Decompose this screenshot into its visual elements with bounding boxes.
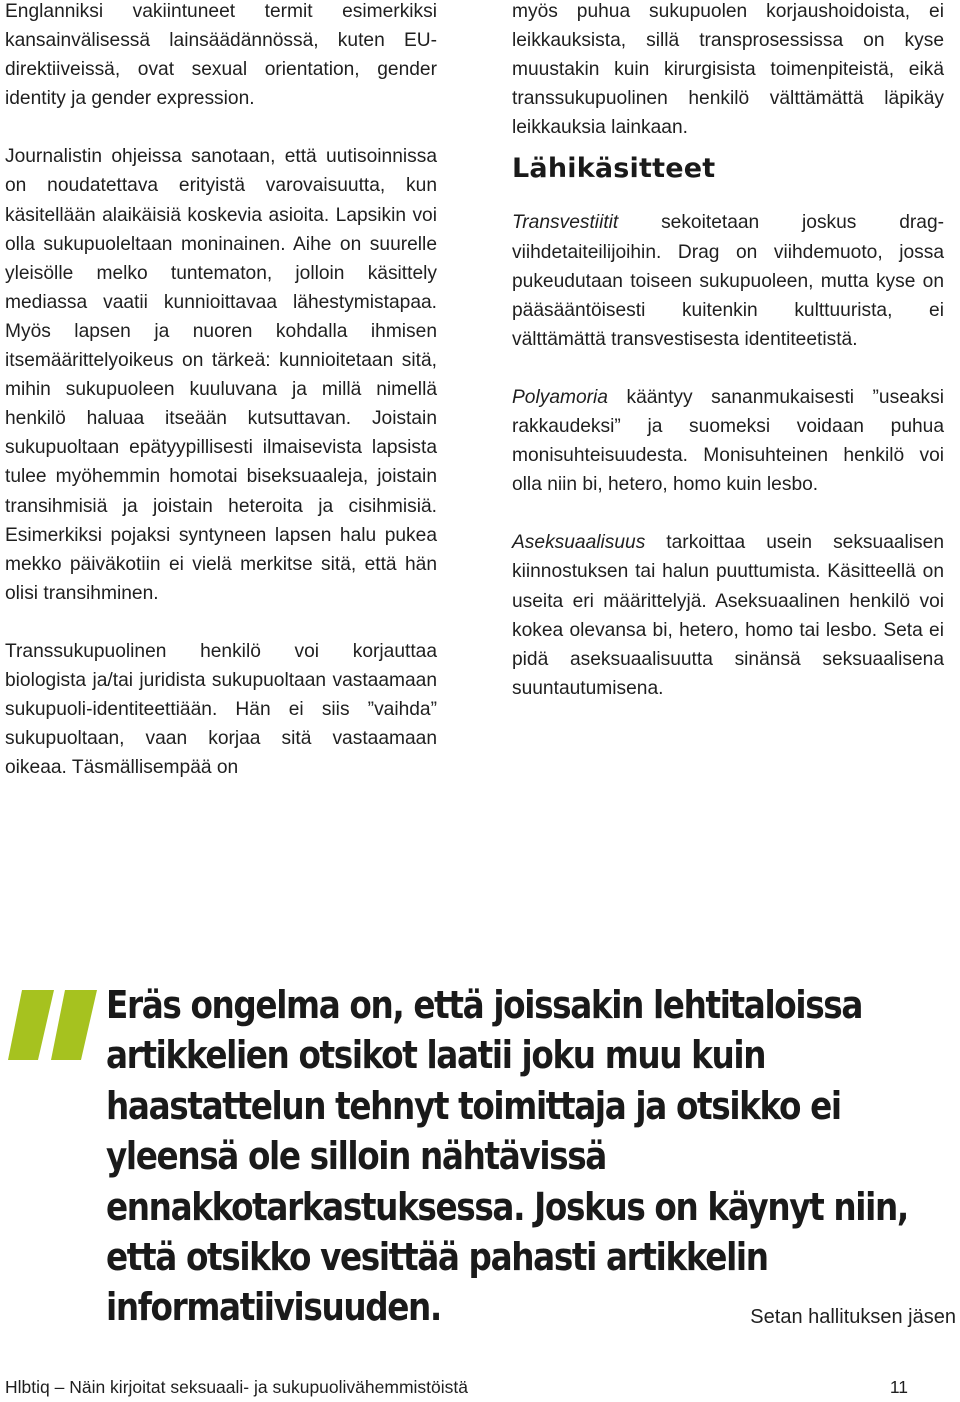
quote-attribution: Setan hallituksen jäsen: [750, 1306, 956, 1328]
paragraph: Transsukupuolinen henkilö voi korjauttaa biologista ja/tai juridista sukupuoltaan vastaamaan sukupuoli-identiteettiään. Hän ei siis ”vaihda” sukupuoltaan, vaan korjaa sitä vastaamaan oikeaa. Täsmällisempää on: [5, 640, 437, 779]
paragraph-text: tarkoittaa usein seksuaalisen kiinnostuksen tai halun puuttumista. Käsitteellä on useita eri määrittelyjä. Aseksuaalinen henkilö voi kokea olevansa bi, hetero, homo tai lesbo. Seta ei pidä aseksuaalisuutta sinänsä seksuaalisena suuntautumisena.: [512, 532, 944, 699]
paragraph: Englanniksi vakiintuneet termit esimerkiksi kansainvälisessä lainsäädännössä, kuten EU-direktiiveissä, ovat sexual orientation, gender identity ja gender expression.: [5, 1, 437, 110]
paragraph: myös puhua sukupuolen korjaushoidoista, ei leikkauksista, sillä transprosessissa on kyse muustakin kuin kirurgisista toimenpiteistä, eikä transsukupuolinen henkilö välttämättä läpikäy leikkauksia lainkaan.: [512, 1, 944, 139]
paragraph: [512, 383, 944, 499]
paragraph-text: sekoitetaan joskus drag-viihdetaiteilijoihin. Drag on viihdemuoto, jossa pukeudutaan toiseen sukupuoleen, mutta kyse on pääsääntöisesti kuitenkin kulttuurista, ei välttämättä transvestisesta identiteetistä.: [512, 212, 944, 350]
left-column: [5, 0, 437, 811]
page-number: 11: [889, 1377, 908, 1397]
quotation-mark-icon: [8, 990, 98, 1065]
footer-title: Hlbtiq – Näin kirjoitat seksuaali- ja sukupuolivähemmistöistä: [5, 1377, 468, 1397]
term: Polyamoria: [512, 386, 608, 408]
term: Transvestiitit: [512, 212, 619, 234]
right-column: [512, 0, 944, 732]
paragraph: [512, 528, 944, 703]
section-heading: Lähikäsitteet: [512, 153, 716, 185]
paragraph: [512, 208, 944, 353]
term: Aseksuaalisuus: [512, 532, 646, 554]
pull-quote: Eräs ongelma on, että joissakin lehtitaloissa artikkelien otsikot laatii joku muu kuin haastattelun tehnyt toimittaja ja otsikko ei yleensä ole silloin nähtävissä ennakkotarkastuksessa. Joskus on käynyt niin, että otsikko vesittää pahasti artikkelin informatiivisuuden.: [106, 983, 908, 1330]
paragraph-text: kääntyy sananmukaisesti ”useaksi rakkaudeksi” ja suomeksi voidaan puhua monisuhteisuudesta. Monisuhteinen henkilö voi olla niin bi, hetero, homo kuin lesbo.: [512, 386, 944, 496]
paragraph: Journalistin ohjeissa sanotaan, että uutisoinnissa on noudatettava erityistä varovaisuutta, kun käsitellään alaikäisiä koskevia asioita. Lapsikin voi olla sukupuoleltaan moninainen. Aihe on suurelle yleisölle melko tuntematon, jolloin käsittely mediassa vaatii kunnioittavaa lähestymistapaa. Myös lapsen ja nuoren kohdalla ihmisen itsemäärittelyoikeus on tärkeä: kunnioitetaan sitä, mihin sukupuoleen kuuluvana ja millä nimellä henkilö haluaa itseään kutsuttavan. Joistain sukupuoltaan epätyypillisesti ilmaisevista lapsista tulee myöhemmin homotai biseksuaaleja, joistain transihmisiä ja joistain heteroita ja cisihmisiä. Esimerkiksi pojaksi syntyneen lapsen halu pukea mekko päiväkotiin ei vielä merkitse sitä, että hän olisi transihminen.: [5, 146, 437, 604]
